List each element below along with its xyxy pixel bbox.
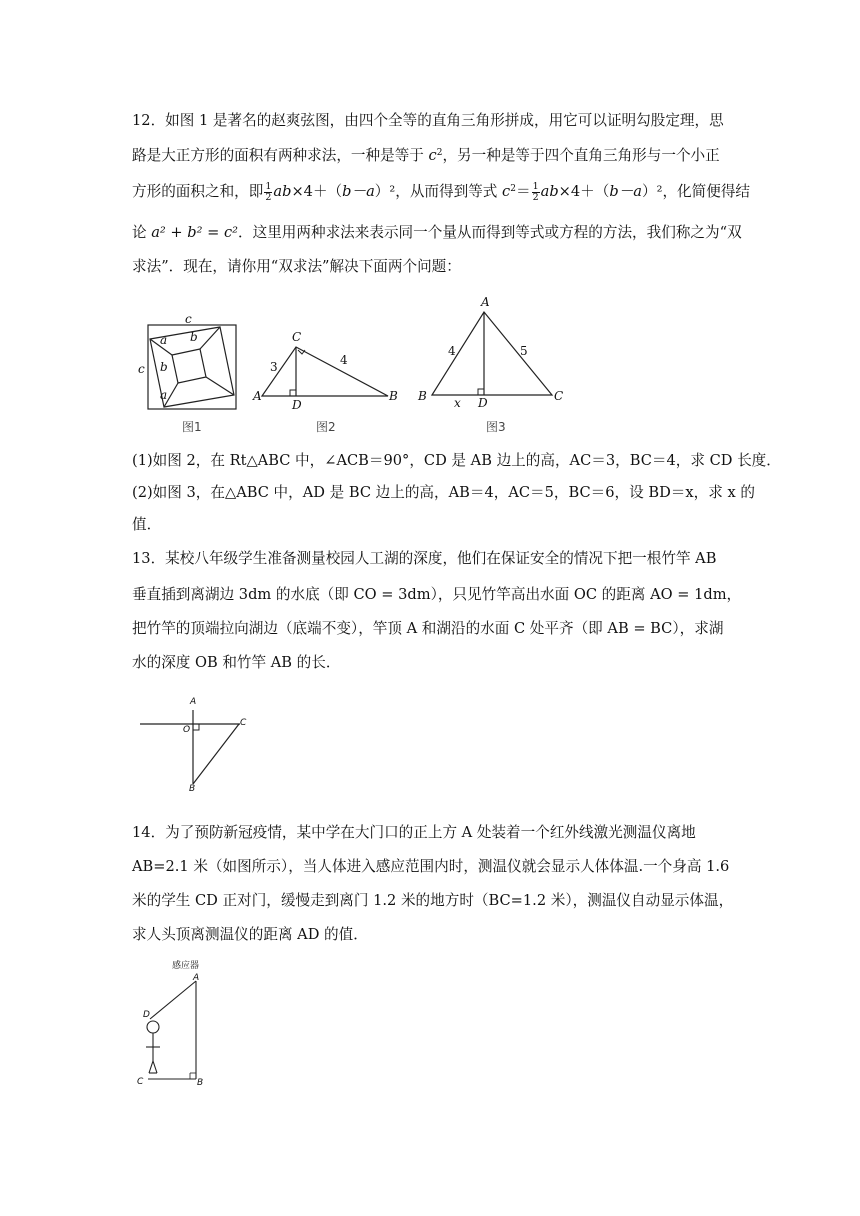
f1-label-c-top: c [185, 312, 192, 326]
figure-1-caption: 图1 [182, 420, 202, 434]
f2-label-C: C [292, 330, 302, 344]
f3-label-B: B [418, 389, 427, 403]
f14-sight-line [150, 981, 196, 1019]
f2-label-BC: 4 [340, 353, 348, 367]
f14-label-C: C [137, 1077, 144, 1087]
f14-label-A: A [193, 973, 200, 983]
f1-label-a-2: a [160, 388, 168, 402]
q12-line-4: 论 a² + b² = c²．这里用两种求法来表示同一个量从而得到等式或方程的方法，我们称之为“双 [132, 224, 742, 241]
f3-label-D: D [478, 396, 488, 410]
q13-line-3: 把竹竿的顶端拉向湖边（底端不变），竿顶 A 和湖沿的水面 C 处平齐（即 AB = BC），求湖 [132, 620, 724, 637]
f1-small-square [172, 349, 206, 383]
q13-line-4: 水的深度 OB 和竹竿 AB 的长． [132, 654, 341, 671]
f14-student-head [147, 1021, 159, 1033]
figure-3-caption: 图3 [486, 420, 506, 434]
q12-line-2: 路是大正方形的面积有两种求法，一种是等于 $c^2$，另一种是等于四个直角三角形与一个小正 [132, 147, 720, 164]
f3-label-AC: 5 [520, 344, 528, 358]
f1-label-b-2: b [160, 360, 168, 374]
f2-triangle [262, 347, 388, 396]
f1-label-a-1: a [160, 333, 168, 347]
f2-label-D: D [292, 398, 302, 412]
sensor-label: 感应器 [172, 961, 200, 971]
q12-line-1: 12．如图 1 是著名的赵爽弦图，由四个全等的直角三角形拼成，用它可以证明勾股定理，思 [132, 112, 724, 129]
figure-13-diagram [140, 708, 250, 786]
q14-line-3: 米的学生 CD 正对门，缓慢走到离门 1.2 米的地方时（BC=1.2 米），测温仪自动显示体温， [132, 892, 734, 909]
q14-line-4: 求人头顶离测温仪的距离 AD 的值． [132, 926, 368, 943]
f2-label-A: A [253, 389, 262, 403]
q13-line-2: 垂直插到离湖边 3dm 的水底（即 CO = 3dm），只见竹竿高出水面 OC 的距离 AO = 1dm， [132, 586, 742, 603]
f13-label-A: A [190, 697, 197, 707]
q12-line-5: 求法”．现在，请你用“双求法”解决下面两个问题： [132, 258, 461, 275]
q13-line-1: 13．某校八年级学生准备测量校园人工湖的深度，他们在保证安全的情况下把一根竹竿 AB [132, 550, 717, 567]
f1-label-b-1: b [190, 330, 198, 344]
f2-label-AC: 3 [270, 360, 278, 374]
fraction-half-2: $\frac{1}{2}$ [532, 180, 539, 203]
q12-part-2: (2)如图 3，在△ABC 中，AD 是 BC 边上的高，AB＝4，AC＝5，BC＝6，设 BD＝x，求 x 的 [132, 484, 755, 501]
f14-label-B: B [197, 1078, 204, 1088]
figure-2-caption: 图2 [316, 420, 336, 434]
q12-part-1: (1)如图 2，在 Rt△ABC 中，∠ACB＝90°，CD 是 AB 边上的高，AC＝3，BC＝4，求 CD 长度． [132, 452, 781, 469]
f3-label-BD: x [454, 396, 461, 410]
f14-label-D: D [143, 1010, 150, 1020]
fraction-half: $\frac{1}{2}$ [265, 180, 272, 203]
q12-line-3: 方形的面积之和，即 $\frac{1}{2}$ ab×4＋（b－a）²，从而得到等式 $c^2=$ $\frac{1}{2}$ ab×4＋（b－a）²，化简便得结 [132, 180, 751, 203]
f3-label-A: A [481, 295, 490, 309]
f3-label-AB: 4 [448, 344, 456, 358]
q14-line-2: AB=2.1 米（如图所示），当人体进入感应范围内时，测温仪就会显示人体体温.一个身高 1.6 [132, 858, 730, 875]
q12-part-2-end: 值． [132, 516, 162, 533]
f13-label-C: C [240, 718, 247, 728]
f13-slanted-pole [193, 724, 239, 784]
f13-label-O: O [183, 725, 191, 735]
q14-line-1: 14．为了预防新冠疫情，某中学在大门口的正上方 A 处装着一个红外线激光测温仪离地 [132, 824, 696, 841]
f2-label-B: B [389, 389, 398, 403]
f3-label-C: C [554, 389, 564, 403]
figure-14-diagram [140, 975, 202, 1079]
figure-2-diagram [262, 345, 392, 400]
f13-label-B: B [189, 784, 196, 794]
f1-label-c-left: c [138, 362, 145, 376]
